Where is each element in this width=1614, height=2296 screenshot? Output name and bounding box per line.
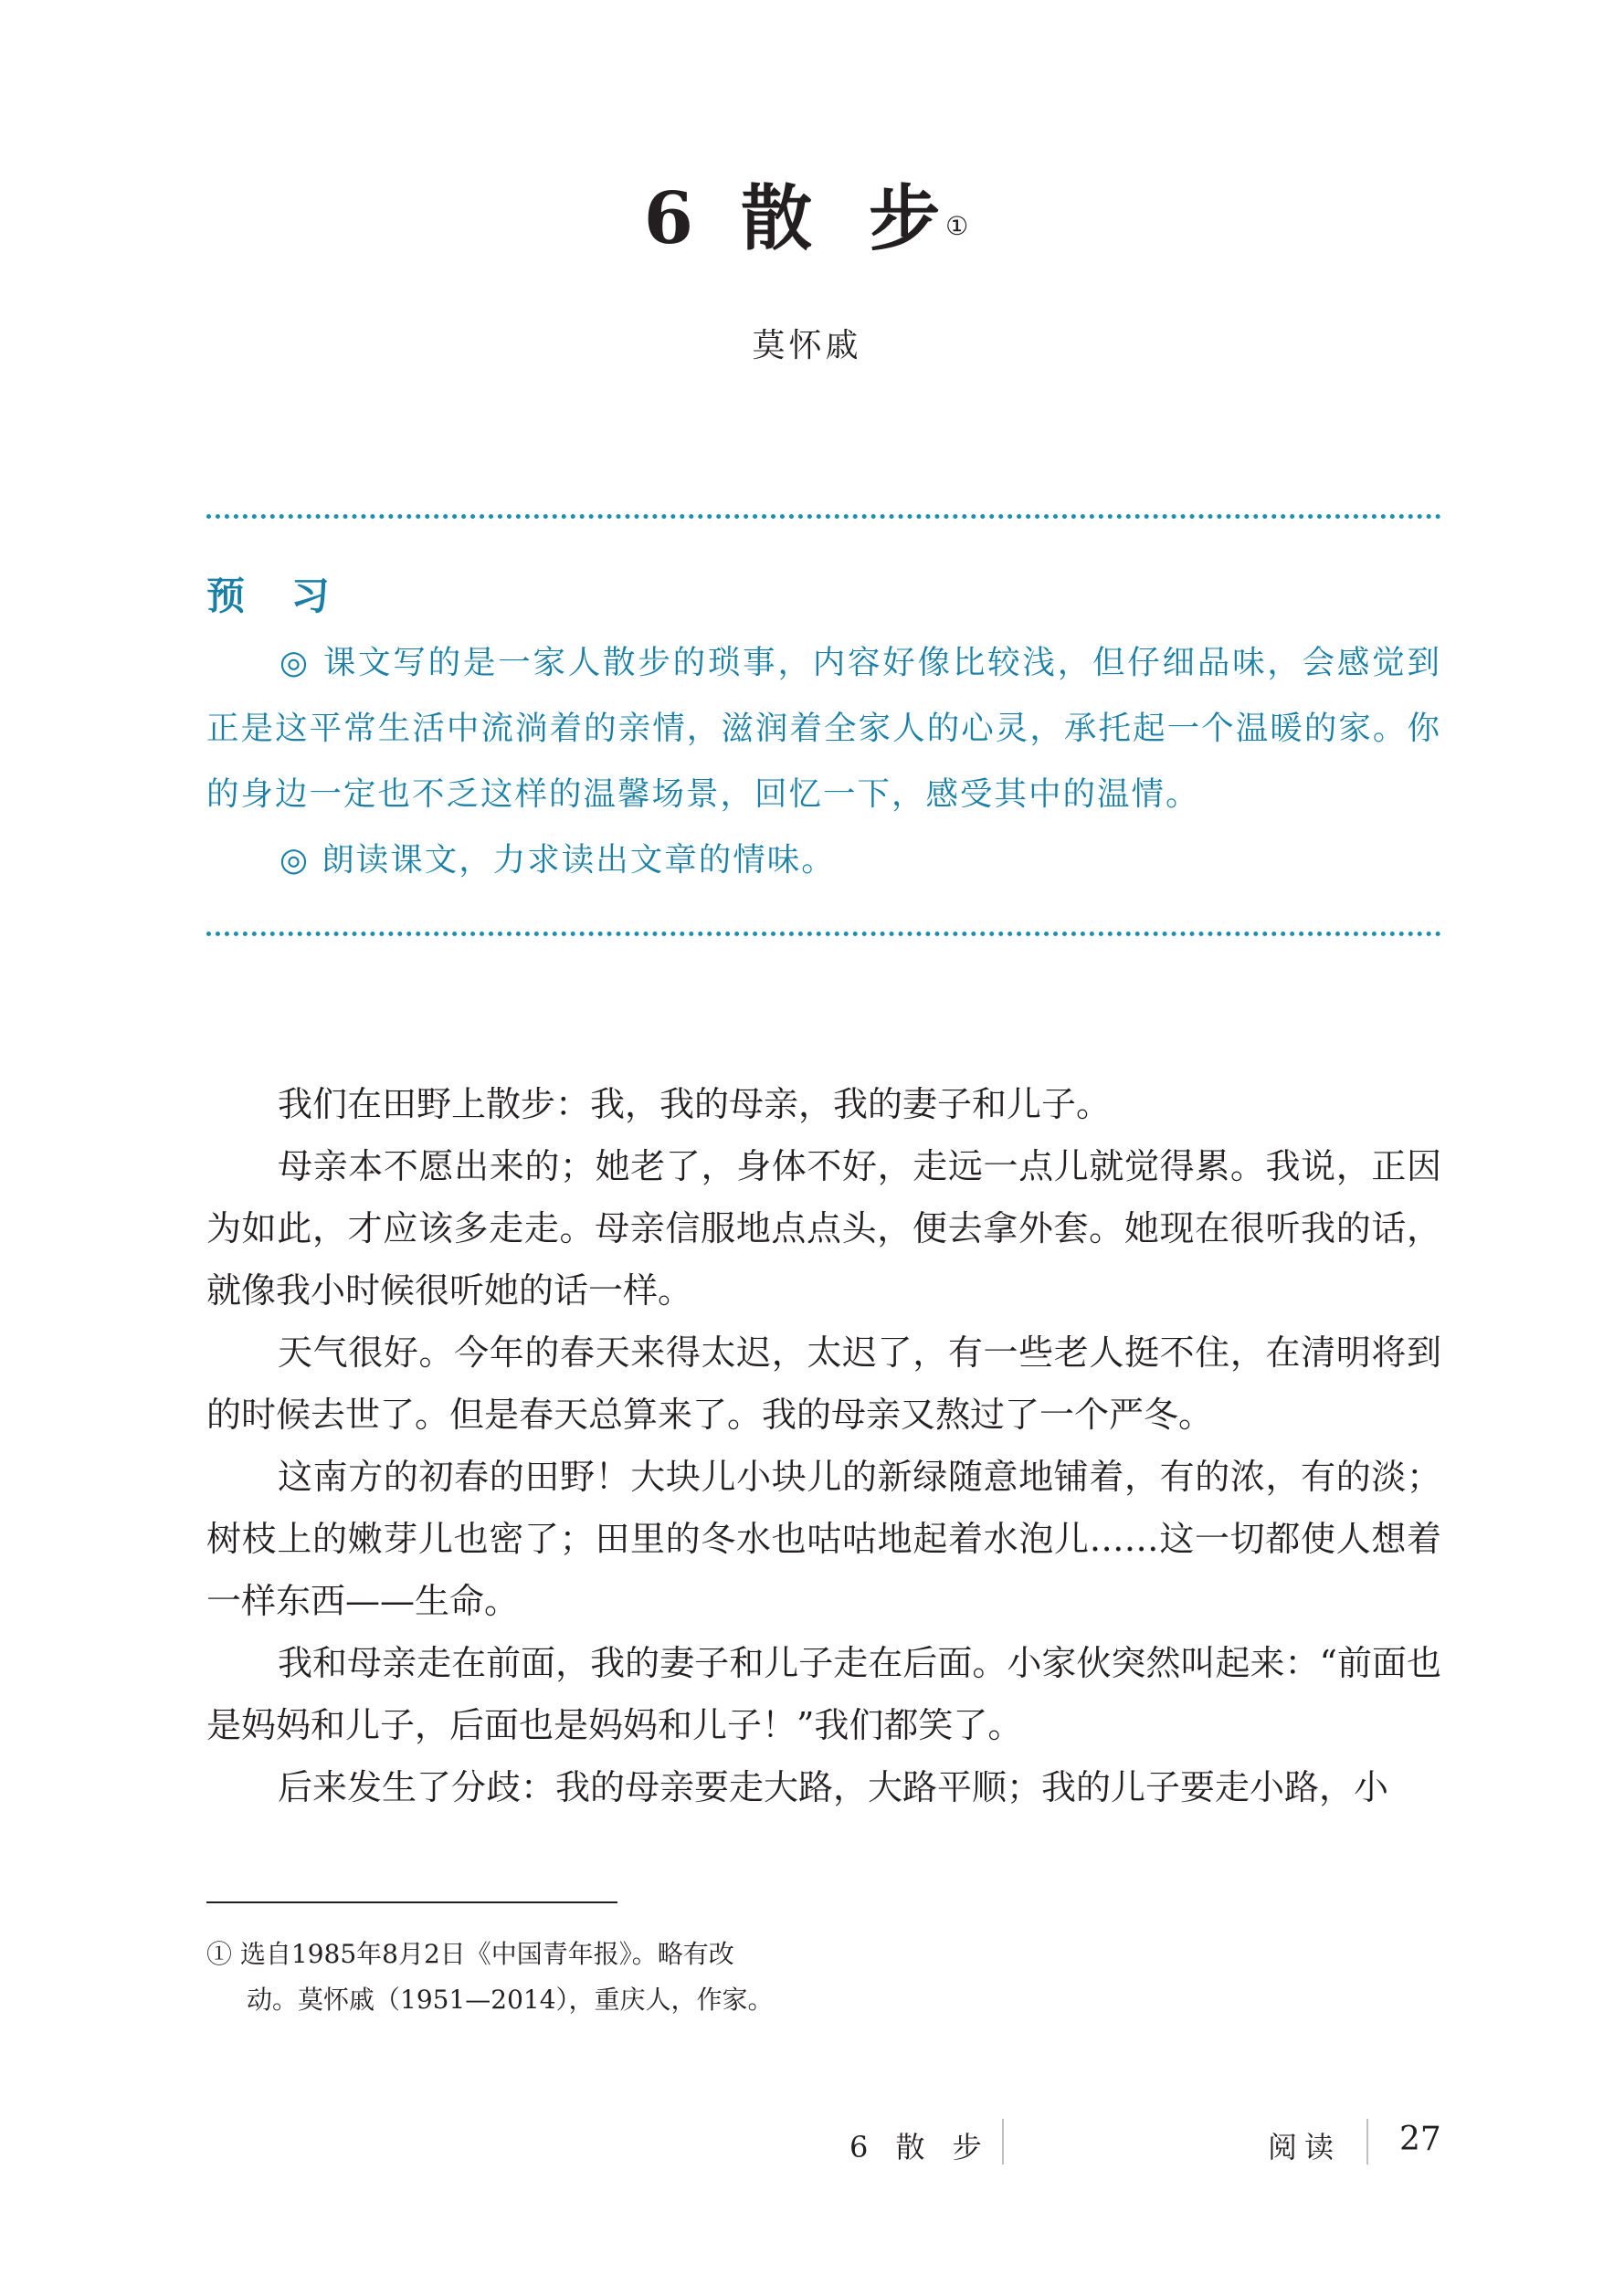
preview-divider-top bbox=[206, 514, 1441, 519]
lesson-number: 6 bbox=[643, 177, 696, 260]
lesson-title bbox=[0, 174, 1614, 265]
preview-section bbox=[206, 630, 1441, 893]
body-text bbox=[206, 1073, 1441, 1818]
preview-divider-bottom bbox=[206, 932, 1441, 936]
footnote-rule bbox=[206, 1901, 617, 1903]
page-number: 27 bbox=[1399, 2121, 1441, 2158]
body-paragraph: 后来发生了分歧：我的母亲要走大路，大路平顺；我的儿子要走小路，小 bbox=[278, 1767, 1389, 1807]
body-paragraph: 我们在田野上散步：我，我的母亲，我的妻子和儿子。 bbox=[278, 1084, 1112, 1124]
body-paragraph: 我和母亲走在前面，我的妻子和儿子走在后面。小家伙突然叫起来：“前面也是妈妈和儿子，后面也是妈妈和儿子！”我们都笑了。 bbox=[206, 1643, 1441, 1745]
footer-divider bbox=[1366, 2119, 1368, 2164]
page-footer bbox=[0, 2119, 1614, 2170]
footer-section-label: 阅读 bbox=[1268, 2130, 1342, 2164]
footnote-line-2: 动。莫怀戚（1951—2014），重庆人，作家。 bbox=[247, 1985, 774, 2015]
preview-paragraph: ◎ 课文写的是一家人散步的琐事，内容好像比较浅，但仔细品味，会感觉到正是这平常生活中流淌着的亲情，滋润着全家人的心灵，承托起一个温暖的家。你的身边一定也不乏这样的温馨场景，回忆一下，感受其中的温情。 bbox=[206, 644, 1441, 813]
preview-paragraph: ◎ 朗读课文，力求读出文章的情味。 bbox=[280, 841, 836, 879]
footer-divider bbox=[1002, 2119, 1004, 2164]
body-paragraph: 母亲本不愿出来的；她老了，身体不好，走远一点儿就觉得累。我说，正因为如此，才应该多走走。母亲信服地点点头，便去拿外套。她现在很听我的话，就像我小时候很听她的话一样。 bbox=[206, 1146, 1441, 1311]
footnote bbox=[206, 1932, 809, 2023]
title-footnote-marker[interactable]: ① bbox=[945, 211, 971, 241]
author-name: 莫怀戚 bbox=[752, 327, 862, 364]
lesson-title-char-1: 散 bbox=[741, 177, 815, 260]
body-paragraph: 天气很好。今年的春天来得太迟，太迟了，有一些老人挺不住，在清明将到的时候去世了。但是春天总算来了。我的母亲又熬过了一个严冬。 bbox=[206, 1332, 1441, 1435]
lesson-title-char-2: 步 bbox=[869, 177, 943, 260]
footnote-line-1: ① 选自1985年8月2日《中国青年报》。略有改 bbox=[206, 1939, 734, 1969]
body-paragraph: 这南方的初春的田野！大块儿小块儿的新绿随意地铺着，有的浓，有的淡；树枝上的嫩芽儿也密了；田里的冬水也咕咕地起着水泡儿……这一切都使人想着一样东西——生命。 bbox=[206, 1457, 1441, 1621]
preview-heading: 预 习 bbox=[206, 574, 346, 618]
footer-lesson-label: 6 散 步 bbox=[849, 2130, 991, 2164]
